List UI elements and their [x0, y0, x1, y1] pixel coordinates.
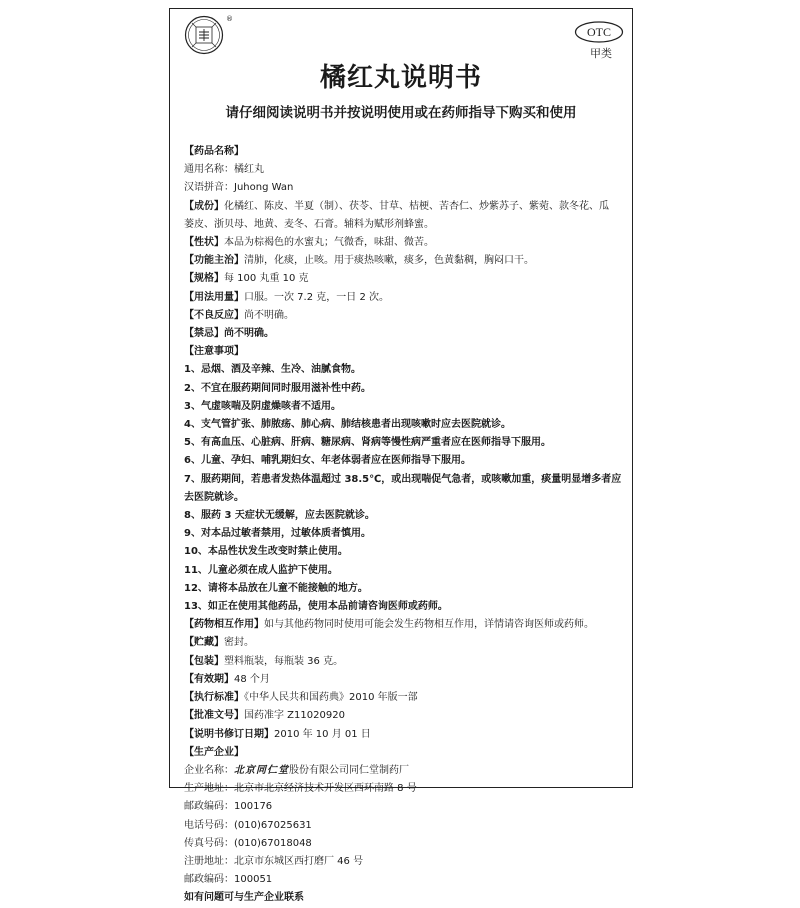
precaution-item: 12、请将本品放在儿童不能接触的地方。 — [184, 582, 368, 594]
precaution-item: 8、服药 3 天症状无缓解，应去医院就诊。 — [184, 510, 375, 522]
storage-section — [184, 634, 624, 652]
dosage-text: 口服。一次 7.2 克，一日 2 次。 — [244, 291, 389, 303]
manufacturer-heading: 【生产企业】 — [184, 746, 244, 758]
pinyin-name: 汉语拼音：Juhong Wan — [184, 182, 294, 194]
precaution-item: 9、对本品过敏者禁用，过敏体质者慎用。 — [184, 528, 371, 540]
precaution-item: 13、如正在使用其他药品，使用本品前请咨询医师或药师。 — [184, 601, 448, 613]
contraindications-text: 尚不明确。 — [224, 328, 274, 340]
company-brand: 北京同仁堂 — [234, 764, 289, 776]
validity-section — [184, 671, 624, 689]
tongrentang-logo — [184, 15, 224, 55]
specification-text: 每 100 丸重 10 克 — [224, 273, 309, 285]
revision-heading: 【说明书修订日期】 — [184, 728, 274, 740]
properties-text: 本品为棕褐色的水蜜丸；气微香，味甜、微苦。 — [224, 237, 434, 249]
storage-text: 密封。 — [224, 637, 254, 649]
postcode: 邮政编码：100176 — [184, 801, 273, 813]
precaution-item: 2、不宜在服药期间同时服用滋补性中药。 — [184, 382, 371, 394]
interactions-heading: 【药物相互作用】 — [184, 619, 264, 631]
ingredients-heading: 【成份】 — [184, 200, 224, 212]
adverse-section — [184, 307, 624, 325]
registered-address: 注册地址：北京市东城区西打磨厂 46 号 — [184, 855, 364, 867]
ingredients-line-1 — [184, 198, 624, 216]
validity-text: 48 个月 — [234, 673, 270, 685]
ingredients-text-1: 化橘红、陈皮、半夏（制）、茯苓、甘草、桔梗、苦杏仁、炒紫苏子、紫菀、款冬花、瓜 — [224, 200, 609, 212]
precaution-item: 3、气虚咳喘及阴虚燥咳者不适用。 — [184, 400, 341, 412]
revision-text: 2010 年 10 月 01 日 — [274, 728, 371, 740]
approval-text: 国药准字 Z11020920 — [244, 710, 345, 722]
packaging-section — [184, 653, 624, 671]
ingredients-text-2: 蒌皮、浙贝母、地黄、麦冬、石膏。辅料为赋形剂蜂蜜。 — [184, 218, 434, 230]
precaution-item: 4、支气管扩张、肺脓疡、肺心病、肺结核患者出现咳嗽时应去医院就诊。 — [184, 419, 511, 431]
precautions-heading: 【注意事项】 — [184, 346, 244, 358]
storage-heading: 【贮藏】 — [184, 637, 224, 649]
dosage-section — [184, 289, 624, 307]
properties-section — [184, 234, 624, 252]
adverse-heading: 【不良反应】 — [184, 309, 244, 321]
company-name — [184, 762, 624, 780]
document-title: 橘红丸说明书 — [319, 63, 482, 93]
specification-heading: 【规格】 — [184, 273, 224, 285]
contraindications-heading: 【禁忌】 — [184, 328, 224, 340]
precaution-item: 11、儿童必须在成人监护下使用。 — [184, 564, 338, 576]
properties-heading: 【性状】 — [184, 237, 224, 249]
common-name: 通用名称：橘红丸 — [184, 164, 264, 176]
contraindications-section — [184, 325, 624, 343]
revision-section — [184, 726, 624, 744]
drug-name-heading: 【药品名称】 — [184, 146, 244, 157]
svg-text:OTC: OTC — [587, 25, 611, 39]
precaution-item: 5、有高血压、心脏病、肝病、糖尿病、肾病等慢性病严重者应在医师指导下服用。 — [184, 437, 551, 449]
precaution-item: 6、儿童、孕妇、哺乳期妇女、年老体弱者应在医师指导下服用。 — [184, 455, 471, 467]
instruction-body — [184, 143, 624, 908]
approval-heading: 【批准文号】 — [184, 710, 244, 722]
specification-section — [184, 270, 624, 288]
approval-section — [184, 707, 624, 725]
precaution-item: 1、忌烟、酒及辛辣、生冷、油腻食物。 — [184, 364, 361, 376]
interactions-text: 如与其他药物同时使用可能会发生药物相互作用，详情请咨询医师或药师。 — [264, 619, 594, 631]
otc-category: 甲类 — [590, 47, 612, 60]
standard-heading: 【执行标准】 — [184, 692, 244, 704]
fax-number: 传真号码：(010)67018048 — [184, 837, 312, 849]
dosage-heading: 【用法用量】 — [184, 291, 244, 303]
company-name-label: 企业名称： — [184, 764, 234, 776]
indications-heading: 【功能主治】 — [184, 255, 244, 267]
indications-text: 清肺，化痰，止咳。用于痰热咳嗽，痰多，色黄黏稠，胸闷口干。 — [244, 255, 534, 267]
standard-section — [184, 689, 624, 707]
registered-mark: ® — [226, 15, 233, 23]
indications-section — [184, 252, 624, 270]
adverse-text: 尚不明确。 — [244, 309, 294, 321]
validity-heading: 【有效期】 — [184, 673, 234, 685]
precaution-item: 7、服药期间，若患者发热体温超过 38.5℃，或出现喘促气急者，或咳嗽加重，痰量明显增多者应去医院就诊。 — [184, 473, 622, 503]
otc-badge — [574, 21, 624, 43]
packaging-heading: 【包装】 — [184, 655, 224, 667]
document-subtitle: 请仔细阅读说明书并按说明使用或在药师指导下购买和使用 — [225, 105, 577, 121]
instruction-sheet — [169, 8, 633, 904]
packaging-text: 塑料瓶装，每瓶装 36 克。 — [224, 655, 344, 667]
phone-number: 电话号码：(010)67025631 — [184, 819, 312, 831]
company-name-rest: 股份有限公司同仁堂制药厂 — [289, 764, 409, 776]
production-address: 生产地址：北京市北京经济技术开发区西环南路 8 号 — [184, 783, 417, 795]
precaution-item: 10、本品性状发生改变时禁止使用。 — [184, 546, 348, 558]
standard-text: 《中华人民共和国药典》2010 年版一部 — [244, 692, 418, 704]
registered-postcode: 邮政编码：100051 — [184, 874, 273, 886]
interactions-section — [184, 616, 624, 634]
contact-note: 如有问题可与生产企业联系 — [184, 892, 304, 904]
